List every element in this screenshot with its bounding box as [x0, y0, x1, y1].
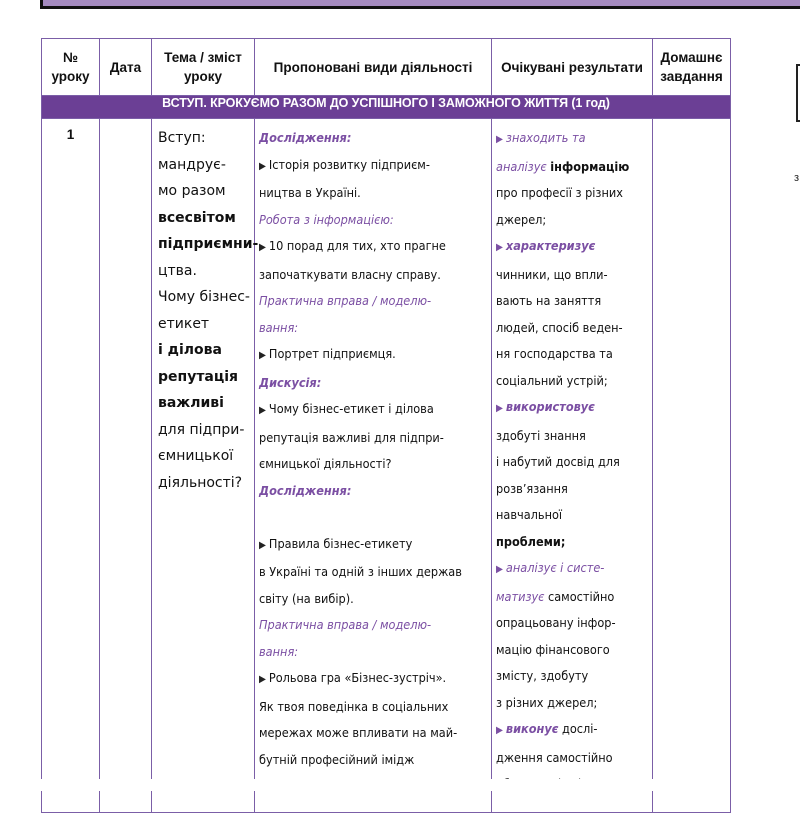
- activity-line: ▶ Рольова гра «Бізнес-зустріч».: [259, 670, 447, 685]
- lesson-results: [492, 119, 653, 813]
- activity-line: ▶ Портрет підприємця.: [259, 346, 396, 361]
- result-line: навчальної: [496, 507, 563, 522]
- result-line: аналізує інформацію: [496, 158, 630, 174]
- column-rule: [99, 791, 100, 800]
- result-line: змісту, здобуту: [496, 668, 589, 683]
- result-line: чинники, що впли-: [496, 266, 608, 282]
- activity-line: бутній професійний імідж: [259, 751, 415, 767]
- bullet-triangle-icon: ▶: [259, 539, 266, 551]
- lesson-date: [100, 119, 152, 813]
- topic-line: мандрує-: [158, 156, 226, 173]
- activity-line: ▶ 10 порад для тих, хто прагне: [259, 238, 446, 253]
- page-top-band: [40, 0, 800, 9]
- result-line: вають на заняття: [496, 293, 602, 308]
- activity-heading: Практична вправа / моделю-: [259, 293, 432, 308]
- topic-line: і ділова: [158, 342, 222, 358]
- bullet-triangle-icon: ▶: [496, 725, 503, 736]
- activity-heading: Дослідження:: [259, 482, 352, 498]
- activity-heading: Дискусія:: [259, 374, 322, 390]
- column-rule: [491, 791, 492, 800]
- result-line: з різних джерел;: [496, 694, 598, 710]
- activity-line: мережах може впливати на май-: [259, 725, 458, 740]
- next-row-stub: [41, 779, 730, 800]
- header-date: Дата: [100, 39, 152, 96]
- result-line: людей, спосіб веден-: [496, 319, 623, 335]
- topic-line: для підпри-: [158, 421, 245, 438]
- bullet-triangle-icon: ▶: [259, 674, 266, 685]
- topic-line: підприємни-: [158, 236, 259, 252]
- bullet-triangle-icon: ▶: [496, 564, 503, 575]
- result-line: ▶ використовує: [496, 399, 595, 414]
- activity-line: репутація важливі для підпри-: [259, 429, 444, 445]
- header-results: Очікувані результати: [492, 39, 653, 96]
- result-line: ▶ знаходить та: [496, 130, 586, 145]
- header-activities: Пропоновані види діяльності: [255, 39, 492, 96]
- result-line: мацію фінансового: [496, 641, 610, 657]
- topic-line: важливі: [158, 395, 224, 411]
- lesson-plan-table: [41, 38, 731, 813]
- activity-heading: Дослідження:: [259, 130, 352, 145]
- blank-line: [259, 504, 491, 531]
- result-line: і набутий досвід для: [496, 454, 620, 469]
- header-homework: Домашнє завдання: [653, 39, 731, 96]
- activity-line: світу (на вибір).: [259, 590, 354, 606]
- activity-heading: Робота з інформацією:: [259, 211, 394, 227]
- activity-heading: Практична вправа / моделю-: [259, 617, 432, 632]
- column-rule: [41, 791, 42, 800]
- adjacent-page-edge: [796, 64, 800, 122]
- result-line: здобуті знання: [496, 427, 586, 443]
- column-rule: [254, 791, 255, 800]
- topic-line: всесвітом: [158, 209, 236, 226]
- activity-line: ємницької діяльності?: [259, 456, 392, 471]
- lesson-number: 1: [42, 119, 100, 813]
- activity-line: Як твоя поведінка в соціальних: [259, 698, 449, 714]
- bullet-triangle-icon: ▶: [496, 242, 503, 253]
- column-rule: [151, 791, 152, 800]
- bullet-triangle-icon: ▶: [259, 242, 266, 253]
- topic-line: цтва.: [158, 262, 197, 279]
- activity-heading: вання:: [259, 643, 299, 659]
- table-row: [42, 119, 731, 813]
- topic-line: діяльності?: [158, 474, 243, 491]
- activity-line: ▶ Історія розвитку підприєм-: [259, 156, 430, 172]
- topic-line: етикет: [158, 315, 210, 332]
- section-row: [42, 96, 731, 119]
- topic-line: ємницької: [158, 448, 234, 464]
- result-line: джерел;: [496, 211, 547, 227]
- column-rule: [652, 791, 653, 800]
- bullet-triangle-icon: ▶: [496, 403, 503, 414]
- result-line: соціальний устрій;: [496, 372, 608, 388]
- bullet-triangle-icon: ▶: [259, 405, 266, 416]
- lesson-homework: [653, 119, 731, 813]
- result-line: опрацьовану інфор-: [496, 615, 616, 630]
- activity-line: ▶ Чому бізнес-етикет і ділова: [259, 401, 434, 416]
- activity-line: в Україні та одній з інших держав: [259, 564, 462, 579]
- bullet-triangle-icon: ▶: [496, 134, 503, 145]
- table-header-row: [42, 39, 731, 96]
- result-line: розв’язання: [496, 480, 568, 496]
- result-line: ▶ аналізує і систе-: [496, 560, 605, 575]
- activity-line: ▶ Правила бізнес-етикету: [259, 535, 413, 551]
- section-title: ВСТУП. КРОКУЄМО РАЗОМ ДО УСПІШНОГО І ЗАМОЖНОГО ЖИТТЯ (1 год): [42, 96, 731, 119]
- result-line: дження самостійно: [496, 749, 613, 765]
- lesson-topic: [152, 119, 259, 813]
- activity-line: ництва в Україні.: [259, 185, 361, 200]
- result-line: ▶ виконує дослі-: [496, 721, 598, 736]
- result-line: ня господарства та: [496, 346, 613, 361]
- result-line: про професії з різних: [496, 185, 623, 200]
- lesson-activities: [255, 119, 492, 813]
- topic-line: мо разом: [158, 183, 226, 199]
- result-line: ▶ характеризує: [496, 238, 596, 253]
- topic-line: Вступ:: [158, 130, 206, 146]
- adjacent-page-mark: з: [794, 172, 800, 184]
- column-rule: [730, 791, 731, 800]
- result-line: проблеми;: [496, 533, 566, 549]
- header-topic: Тема / зміст уроку: [152, 39, 255, 96]
- bullet-triangle-icon: ▶: [259, 350, 266, 361]
- topic-line: репутація: [158, 368, 239, 385]
- topic-line: Чому бізнес-: [158, 289, 250, 305]
- activity-line: започаткувати власну справу.: [259, 266, 441, 282]
- header-lesson-number: № уроку: [42, 39, 100, 96]
- bullet-triangle-icon: ▶: [259, 160, 266, 172]
- result-line: матизує самостійно: [496, 588, 615, 604]
- activity-heading: вання:: [259, 319, 299, 335]
